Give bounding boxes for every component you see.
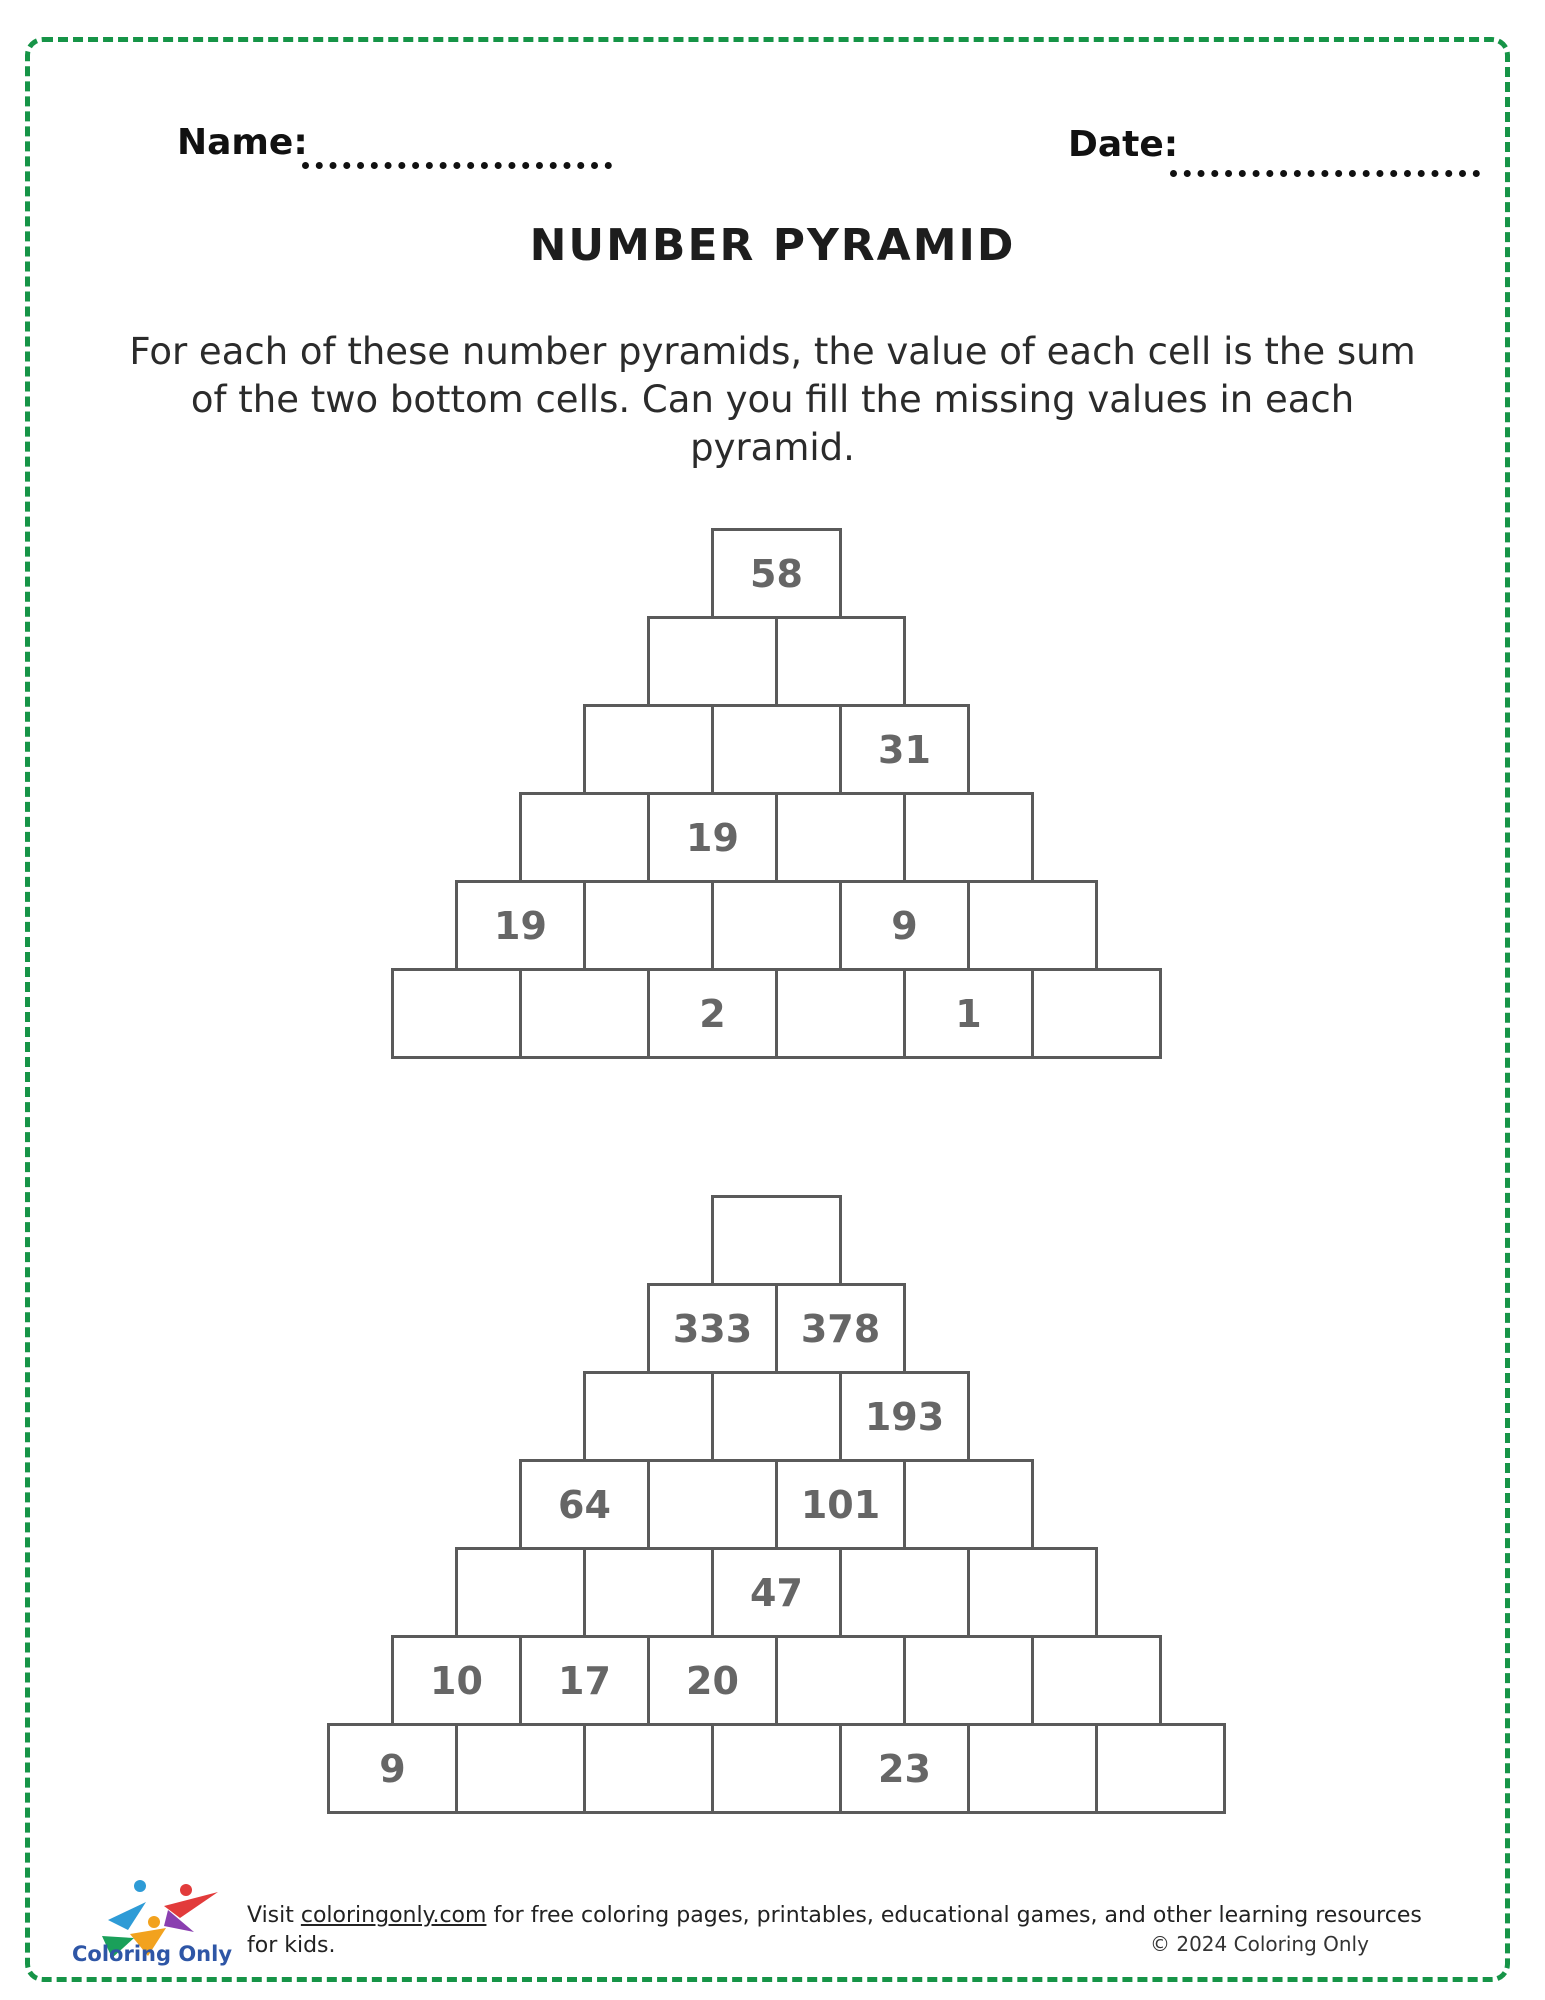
pyramid-cell: 10 bbox=[391, 1635, 522, 1726]
pyramid-cell-empty[interactable] bbox=[967, 880, 1098, 971]
pyramid-cell: 23 bbox=[839, 1723, 970, 1814]
pyramid-cell: 2 bbox=[647, 968, 778, 1059]
pyramid-cell-empty[interactable] bbox=[583, 1371, 714, 1462]
pyramid-cell-empty[interactable] bbox=[1031, 968, 1162, 1059]
pyramid-cell: 58 bbox=[711, 528, 842, 619]
pyramid-cell-empty[interactable] bbox=[775, 616, 906, 707]
pyramid-cell: 64 bbox=[519, 1459, 650, 1550]
name-label: Name: bbox=[177, 122, 308, 163]
pyramid-cell-empty[interactable] bbox=[455, 1547, 586, 1638]
pyramid-cell-empty[interactable] bbox=[647, 1459, 778, 1550]
copyright-text: © 2024 Coloring Only bbox=[1150, 1932, 1369, 1956]
date-blank-line[interactable] bbox=[1170, 170, 1480, 177]
pyramid-cell-empty[interactable] bbox=[583, 1547, 714, 1638]
pyramid-cell-empty[interactable] bbox=[391, 968, 522, 1059]
footer-visit-prefix: Visit bbox=[247, 1903, 301, 1928]
pyramid-cell: 20 bbox=[647, 1635, 778, 1726]
pyramid-cell: 19 bbox=[455, 880, 586, 971]
footer-visit-suffix: for free coloring pages, printables, educational games, and other learning resources for kids. bbox=[247, 1903, 1422, 1958]
pyramid-cell-empty[interactable] bbox=[775, 1635, 906, 1726]
pyramid-cell-empty[interactable] bbox=[711, 1723, 842, 1814]
pyramid-cell: 378 bbox=[775, 1283, 906, 1374]
pyramid-cell-empty[interactable] bbox=[1031, 1635, 1162, 1726]
pyramid-cell-empty[interactable] bbox=[455, 1723, 586, 1814]
pyramid-cell-empty[interactable] bbox=[967, 1723, 1098, 1814]
pyramid-cell-empty[interactable] bbox=[583, 880, 714, 971]
pyramid-cell-empty[interactable] bbox=[775, 968, 906, 1059]
pyramid-cell-empty[interactable] bbox=[519, 792, 650, 883]
pyramid-cell-empty[interactable] bbox=[839, 1547, 970, 1638]
pyramid-cell: 333 bbox=[647, 1283, 778, 1374]
pyramid-cell-empty[interactable] bbox=[711, 1195, 842, 1286]
pyramid-cell: 101 bbox=[775, 1459, 906, 1550]
pyramid-cell: 9 bbox=[327, 1723, 458, 1814]
pyramid-cell-empty[interactable] bbox=[903, 1459, 1034, 1550]
pyramid-cell: 1 bbox=[903, 968, 1034, 1059]
pyramid-cell: 17 bbox=[519, 1635, 650, 1726]
worksheet-title: NUMBER PYRAMID bbox=[529, 220, 1016, 271]
instructions-text: For each of these number pyramids, the value of each cell is the sum of the two bottom cells. Can you fill the missing values in each pyramid. bbox=[129, 330, 1416, 469]
pyramid-cell-empty[interactable] bbox=[711, 704, 842, 795]
pyramid-cell-empty[interactable] bbox=[519, 968, 650, 1059]
date-label: Date: bbox=[1068, 124, 1179, 165]
pyramid-cell-empty[interactable] bbox=[1095, 1723, 1226, 1814]
pyramid-cell: 19 bbox=[647, 792, 778, 883]
pyramid-cell-empty[interactable] bbox=[583, 704, 714, 795]
name-blank-line[interactable] bbox=[302, 162, 612, 169]
pyramid-cell-empty[interactable] bbox=[647, 616, 778, 707]
pyramid-cell: 193 bbox=[839, 1371, 970, 1462]
pyramid-cell: 31 bbox=[839, 704, 970, 795]
pyramid-cell-empty[interactable] bbox=[775, 792, 906, 883]
pyramid-cell-empty[interactable] bbox=[967, 1547, 1098, 1638]
logo-text: Coloring Only bbox=[72, 1942, 233, 1966]
pyramid-cell-empty[interactable] bbox=[711, 880, 842, 971]
pyramid-cell: 9 bbox=[839, 880, 970, 971]
pyramid-cell-empty[interactable] bbox=[903, 1635, 1034, 1726]
website-link[interactable]: coloringonly.com bbox=[300, 1903, 487, 1928]
pyramid-cell-empty[interactable] bbox=[903, 792, 1034, 883]
pyramid-cell-empty[interactable] bbox=[583, 1723, 714, 1814]
pyramid-cell: 47 bbox=[711, 1547, 842, 1638]
pyramid-cell-empty[interactable] bbox=[711, 1371, 842, 1462]
